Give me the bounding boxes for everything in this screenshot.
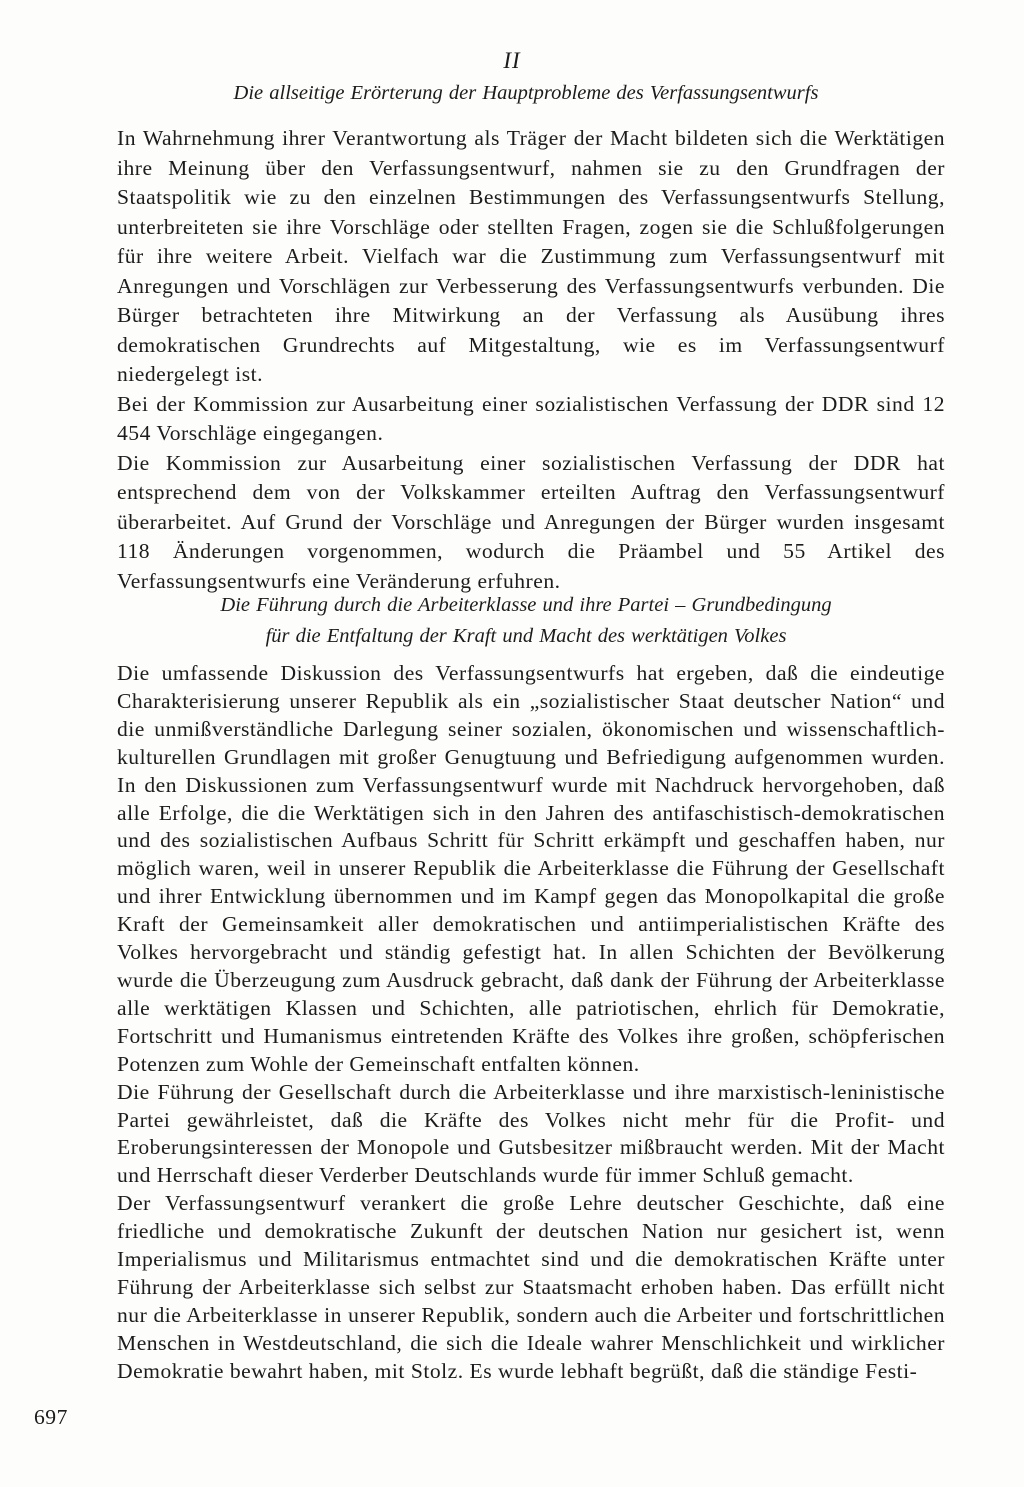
section-body-1	[117, 124, 945, 596]
section-heading-1: Die allseitige Erörterung der Hauptprobleme des Verfassungsentwurfs	[233, 82, 819, 104]
paragraph: In Wahrnehmung ihrer Verantwortung als Träger der Macht bildeten sich die Werktätigen ihre Meinung über den Verfassungsentwurf, nahmen sie zu den Grundfragen der Staatspolitik wie zu den einzelnen Bestimmungen des Verfassungsentwurfs Stellung, unterbreiteten sie ihre Vorschläge oder stellten Fragen, zogen sie die Schlußfolgerungen für ihre weitere Arbeit. Vielfach war die Zustimmung zum Verfassungsentwurf mit Anregungen und Vorschlägen zur Verbesserung des Verfassungsentwurfs verbunden. Die Bürger betrachteten ihre Mitwirkung an der Verfassung als Ausübung ihres demokratischen Grundrechts auf Mitgestaltung, wie es im Verfassungsentwurf niedergelegt ist.	[117, 126, 945, 386]
section-heading-2-line-2: für die Entfaltung der Kraft und Macht des werktätigen Volkes	[265, 625, 787, 647]
paragraph: Die Kommission zur Ausarbeitung einer sozialistischen Verfassung der DDR hat entsprechend dem von der Volkskammer erteilten Auftrag den Verfassungsentwurf überarbeitet. Auf Grund der Vorschläge und Anregungen der Bürger wurden insgesamt 118 Änderungen vorgenommen, wodurch die Präambel und 55 Artikel des Verfassungsentwurfs eine Veränderung erfuhren.	[117, 450, 945, 593]
section-heading-2	[96, 590, 956, 652]
paragraph: Die Führung der Gesellschaft durch die Arbeiterklasse und ihre marxistisch-leninistische Partei gewährleistet, daß die Kräfte des Volkes nicht mehr für die Profit- und Eroberungsinteressen der Monopole und Gutsbesitzer mißbraucht werden. Mit der Macht und Herrschaft dieser Verderber Deutschlands wurde für immer Schluß gemacht.	[117, 1079, 945, 1188]
paragraph: Die umfassende Diskussion des Verfassungsentwurfs hat ergeben, daß die eindeutige Charakterisierung unserer Republik als ein „sozialistischer Staat deutscher Nation“ und die unmißverständliche Darlegung seiner sozialen, ökonomischen und wissenschaftlich-kulturellen Grundlagen mit großer Genugtuung und Befriedigung aufgenommen wurden. In den Diskussionen zum Verfassungsentwurf wurde mit Nachdruck hervorgehoben, daß alle Erfolge, die die Werktätigen sich in den Jahren des antifaschistisch-demokratischen und des sozialistischen Aufbaus Schritt für Schritt erkämpft und geschaffen haben, nur möglich waren, weil in unserer Republik die Arbeiterklasse die Führung der Gesellschaft und ihrer Entwicklung übernommen und im Kampf gegen das Monopolkapital die große Kraft der Gemeinsamkeit aller demokratischen und antiimperialistischen Kräfte des Volkes hervorgebracht und ständig gefestigt hat. In allen Schichten der Bevölkerung wurde die Überzeugung zum Ausdruck gebracht, daß dank der Führung der Arbeiterklasse alle werktätigen Klassen und Schichten, alle patriotischen, ehrlich für Demokratie, Fortschritt und Humanismus eintretenden Kräfte des Volkes ihre großen, schöpferischen Potenzen zum Wohle der Gemeinschaft entfalten können.	[117, 661, 945, 1076]
section-number: II	[503, 48, 521, 73]
paragraph: Bei der Kommission zur Ausarbeitung einer sozialistischen Verfassung der DDR sind 12 454 Vorschläge eingegangen.	[117, 391, 945, 445]
page-number: 697	[34, 1405, 68, 1429]
section-heading-2-line-1: Die Führung durch die Arbeiterklasse und ihre Partei – Grundbedingung	[220, 594, 832, 616]
section-body-2	[117, 660, 945, 1386]
paragraph: Der Verfassungsentwurf verankert die große Lehre deutscher Geschichte, daß eine friedliche und demokratische Zukunft der deutschen Nation nur gesichert ist, wenn Imperialismus und Militarismus entmachtet sind und die demokratischen Kräfte unter Führung der Arbeiterklasse sich selbst zur Staatsmacht erhoben haben. Das erfüllt nicht nur die Arbeiterklasse in unserer Republik, sondern auch die Arbeiter und fortschrittlichen Menschen in Westdeutschland, die sich die Ideale wahrer Menschlichkeit und wirklicher Demokratie bewahrt haben, mit Stolz. Es wurde lebhaft begrüßt, daß die ständige Festi-	[117, 1191, 945, 1383]
